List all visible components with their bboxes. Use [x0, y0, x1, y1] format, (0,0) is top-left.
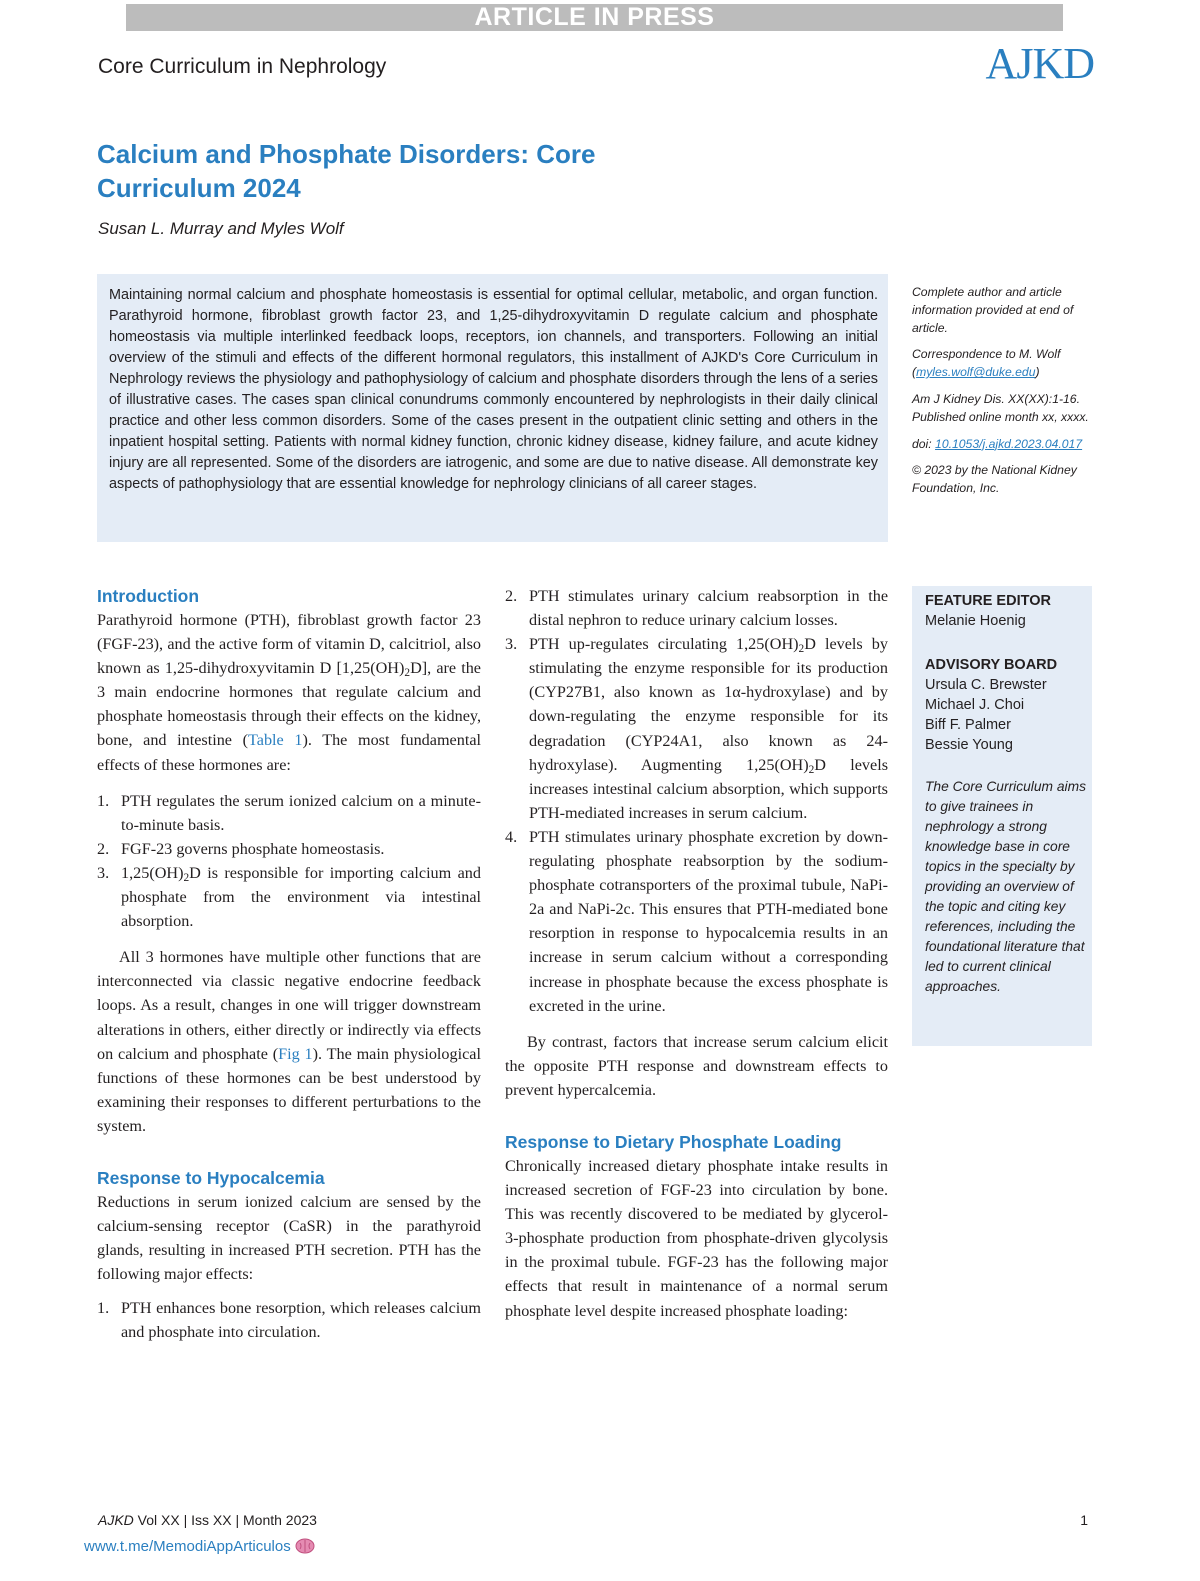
feature-editor-heading: FEATURE EDITOR: [925, 593, 1051, 609]
page-number: 1: [1080, 1512, 1088, 1528]
abstract-box: [97, 274, 888, 542]
table-1-link[interactable]: Table 1: [248, 731, 303, 750]
fig-1-link[interactable]: Fig 1: [278, 1044, 313, 1063]
footer-link-row: [84, 1538, 315, 1555]
intro-text-c: ). The most fundamental effects of these hormones are:: [97, 731, 482, 774]
doi-link[interactable]: 10.1053/j.ajkd.2023.04.017: [935, 436, 1083, 451]
list-text: PTH regulates the serum ionized calcium on a minute-to-minute basis.: [121, 791, 481, 834]
correspondence-prefix: Correspondence to M. Wolf (: [912, 347, 1061, 380]
list-text: FGF-23 governs phosphate homeostasis.: [121, 839, 385, 858]
subscript: 2: [808, 763, 815, 776]
advisory-member: Biff F. Palmer: [925, 717, 1011, 733]
list-number: 1.: [97, 1299, 110, 1318]
section-heading-hypocalcemia: Response to Hypocalcemia: [97, 1167, 325, 1188]
list-item: [97, 1296, 481, 1344]
list-text: PTH stimulates urinary phosphate excretion by down-regulating phosphate reabsorption by the sodium-phosphate cotransporters of the proximal tubule, NaPi-2a and NaPi-2c. This ensures that PTH-mediated bone resorption in response to hypocalcemia results in an increase in serum calcium without a corresponding increase in phosphate because the excess phosphate is excreted in the urine.: [529, 827, 888, 1015]
correspondence: [912, 346, 1097, 382]
list-item: [505, 825, 888, 1018]
list-item: [505, 584, 888, 632]
section-heading-phosphate-loading: Response to Dietary Phosphate Loading: [505, 1131, 842, 1152]
intro2-text-b: ). The main physiological functions of these hormones can be best understood by examining their responses to different perturbations to the system.: [97, 1044, 481, 1135]
correspondence-email-link[interactable]: myles.wolf@duke.edu: [916, 365, 1036, 380]
list-text-b: D levels by stimulating the enzyme responsible for its production (CYP27B1, also known as 1α-hydroxylase) and by down-regulating the enzyme responsible for its degradation (CYP24A1, also known as 24-hydroxylase). Augmenting 1,25(OH): [529, 635, 888, 774]
journal-logo: AJKD: [985, 39, 1094, 88]
brain-icon: [295, 1538, 315, 1554]
hypocalcemia-list-continued: [505, 584, 888, 1018]
intro-paragraph-2: [97, 945, 481, 1138]
list-item: [97, 861, 481, 933]
list-number: 1.: [97, 791, 110, 810]
list-text-a: PTH up-regulates circulating 1,25(OH): [529, 635, 799, 654]
core-curriculum-blurb: The Core Curriculum aims to give trainees in nephrology a strong knowledge base in core topics in the specialty by providing an overview of the topic and citing key references, including the foundational literature that led to current clinical approaches.: [925, 779, 1087, 994]
feature-editor-name: Melanie Hoenig: [925, 613, 1026, 629]
footer-link[interactable]: www.t.me/MemodiAppArticulos: [84, 1538, 291, 1555]
editor-box: [912, 586, 1092, 1046]
doi-label: doi:: [912, 436, 936, 451]
subscript: 2: [798, 643, 805, 656]
subscript: 2: [183, 871, 190, 884]
correspondence-suffix: ): [1035, 365, 1040, 380]
intro-text-b: D], are the 3 main endocrine hormones that regulate calcium and phosphate homeostasis through their effects on the kidney, bone, and intestine (: [97, 659, 481, 750]
intro-list: [97, 789, 481, 934]
hypocalcemia-list: [97, 1296, 481, 1344]
advisory-member: Michael J. Choi: [925, 697, 1025, 713]
list-text-a: 1,25(OH): [121, 863, 184, 882]
list-number: 3.: [97, 863, 110, 882]
doi: [912, 436, 1097, 454]
article-authors: Susan L. Murray and Myles Wolf: [98, 219, 344, 238]
body-column-right: [505, 584, 888, 1323]
list-text: PTH stimulates urinary calcium reabsorption in the distal nephron to reduce urinary calcium losses.: [529, 587, 888, 630]
abstract-text: Maintaining normal calcium and phosphate homeostasis is essential for optimal cellular, metabolic, and organ function. Parathyroid hormone, fibroblast growth factor 23, and 1,25-dihydroxyvitamin D regulate calcium and phosphate homeostasis via multiple interlinked feedback loops, receptors, ion channels, and transporters. Following an initial overview of the stimuli and effects of the different hormonal regulators, this installment of AJKD's Core Curriculum in Nephrology reviews the physiology and pathophysiology of calcium and phosphate disorders through the lens of a series of illustrative cases. The cases span clinical conundrums commonly encountered by nephrologists in their daily clinical practice and other less common disorders. Some of the cases present in the outpatient clinic setting and others in the inpatient hospital setting. Patients with normal kidney function, chronic kidney disease, kidney failure, and acute kidney injury are all represented. Some of the disorders are iatrogenic, and some are due to native disease. All demonstrate key aspects of pathophysiology that are essential knowledge for nephrology clinicians of all career stages.: [109, 287, 878, 492]
contrast-paragraph: By contrast, factors that increase serum calcium elicit the opposite PTH response and downstream effects to prevent hypercalcemia.: [505, 1032, 888, 1099]
footer-issue: Vol XX | Iss XX | Month 2023: [133, 1512, 317, 1528]
phosphate-paragraph: Chronically increased dietary phosphate intake results in increased secretion of FGF-23 into circulation by bone. This was recently discovered to be mediated by glycerol-3-phosphate production from phosphate-driven glycolysis in the proximal tubule. FGF-23 has the following major effects that result in maintenance of a normal serum phosphate level despite increased phosphate loading:: [505, 1156, 888, 1320]
advisory-member: Bessie Young: [925, 737, 1013, 753]
list-text: PTH enhances bone resorption, which releases calcium and phosphate into circulation.: [121, 1299, 481, 1342]
list-number: 2.: [97, 839, 110, 858]
running-head: Core Curriculum in Nephrology: [98, 55, 387, 78]
list-item: [505, 632, 888, 825]
footer-journal: AJKD: [98, 1512, 134, 1528]
list-number: 4.: [505, 827, 518, 846]
intro2-text-a: All 3 hormones have multiple other functions that are interconnected via classic negative endocrine feedback loops. As a result, changes in one will trigger downstream alterations in others, either directly or indirectly via effects on calcium and phosphate (: [97, 948, 481, 1063]
list-number: 3.: [505, 635, 518, 654]
list-number: 2.: [505, 587, 518, 605]
list-text-c: D levels increases intestinal calcium absorption, which supports PTH-mediated increases in serum calcium.: [529, 755, 888, 822]
section-heading-introduction: Introduction: [97, 586, 200, 606]
citation: Am J Kidney Dis. XX(XX):1-16. Published online month xx, xxxx.: [912, 391, 1089, 424]
list-text-b: D is responsible for importing calcium and phosphate from the environment via intestinal absorption.: [121, 863, 481, 931]
intro-paragraph-1: [97, 608, 481, 777]
footer-citation: [98, 1512, 317, 1528]
hypocalcemia-paragraph: Reductions in serum ionized calcium are sensed by the calcium-sensing receptor (CaSR) in the parathyroid glands, resulting in increased PTH secretion. PTH has the following major effects:: [97, 1192, 481, 1284]
intro-text-a: Parathyroid hormone (PTH), fibroblast growth factor 23 (FGF-23), and the active form of vitamin D, calcitriol, also known as 1,25-dihydroxyvitamin D [1,25(OH): [97, 611, 481, 678]
author-info-note: Complete author and article information provided at end of article.: [912, 285, 1074, 335]
copyright: © 2023 by the National Kidney Foundation, Inc.: [912, 463, 1077, 496]
list-item: [97, 837, 481, 861]
list-item: [97, 789, 481, 837]
article-in-press-banner: ARTICLE IN PRESS: [126, 4, 1063, 31]
advisory-board-heading: ADVISORY BOARD: [925, 657, 1058, 673]
article-title: Calcium and Phosphate Disorders: Core Curriculum 2024: [97, 139, 596, 203]
body-column-left: [97, 584, 481, 1345]
subscript: 2: [404, 667, 411, 680]
advisory-member: Ursula C. Brewster: [925, 677, 1047, 693]
article-info-sidebar: [912, 284, 1097, 507]
